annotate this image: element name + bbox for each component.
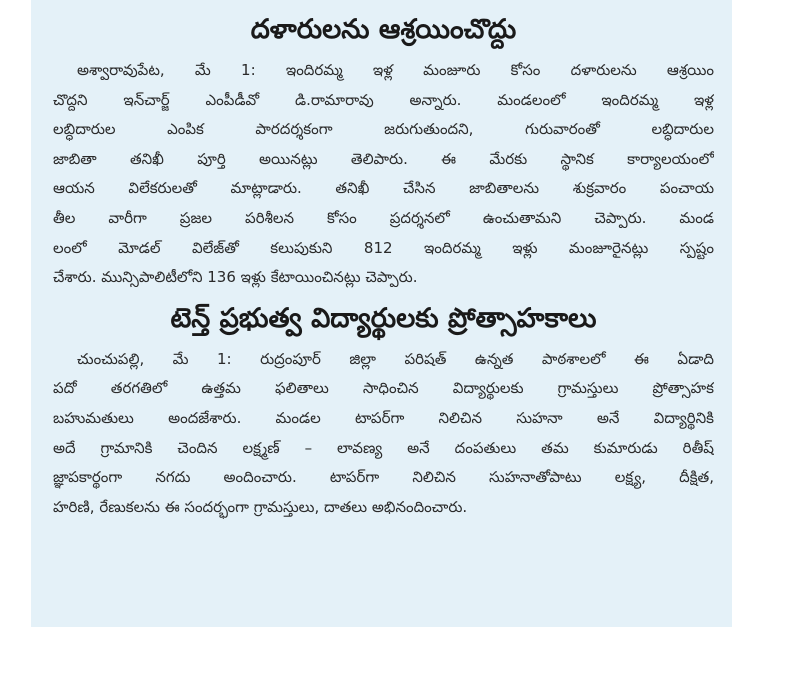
article2-line: చుంచుపల్లి, మే 1: రుద్రంపూర్ జిల్లా పరిషత్ ఉన్నత పాఠశాలలో ఈ ఏడాది — [77, 349, 714, 368]
article2-line: హరిణి, రేణుకలను ఈ సందర్భంగా గ్రామస్తులు, దాతలు అభినందించారు. — [53, 497, 468, 516]
article1-line: చేశారు. మున్సిపాలిటీలోని 136 ఇళ్లు కేటాయించినట్లు చెప్పారు. — [53, 268, 418, 287]
article1-headline: దళారులను ఆశ్రయించొద్దు — [250, 14, 517, 45]
article1-line: చొద్దని ఇన్‌చార్జ్ ఎంపీడీవో డి.రామారావు అన్నారు. మండలంలో ఇందిరమ్మ ఇళ్ల — [53, 90, 714, 109]
newspaper-clipping — [31, 0, 732, 627]
article1-line: అశ్వారావుపేట, మే 1: ఇందిరమ్మ ఇళ్ల మంజూరు కోసం దళారులను ఆశ్రయిం — [77, 61, 714, 79]
article1-body — [53, 56, 714, 293]
article2-line: పదో తరగతిలో ఉత్తమ ఫలితాలు సాధించిన విద్యార్థులకు గ్రామస్తులు ప్రోత్సాహక — [53, 379, 714, 398]
article1-line: లంలో మోడల్ విలేజ్‌తో కలుపుకుని 812 ఇందిరమ్మ ఇళ్లు మంజూరైనట్లు స్పష్టం — [53, 238, 714, 257]
article1-line: లబ్ధిదారుల ఎంపిక పారదర్శకంగా జరుగుతుందని, గురువారంతో లబ్ధిదారుల — [53, 120, 714, 139]
article1-line: ఆయన విలేకరులతో మాట్లాడారు. తనిఖీ చేసిన జాబితాలను శుక్రవారం పంచాయ — [53, 179, 714, 198]
article2-line: జ్ఞాపకార్థంగా నగదు అందించారు. టాపర్‌గా నిలిచిన సుహనాతోపాటు లక్ష్య, దీక్షిత, — [53, 468, 714, 487]
article1-line: జాబితా తనిఖీ పూర్తి అయినట్లు తెలిపారు. ఈ మేరకు స్థానిక కార్యాలయంలో — [53, 149, 714, 168]
article2-body — [53, 345, 714, 523]
article2-line: బహుమతులు అందజేశారు. మండల టాపర్‌గా నిలిచిన సుహనా అనే విద్యార్థినికి — [53, 408, 714, 427]
article1-line: తీల వారీగా ప్రజల పరిశీలన కోసం ప్రదర్శనలో ఉంచుతామని చెప్పారు. మండ — [53, 208, 714, 227]
article2-headline: టెన్త్ ప్రభుత్వ విద్యార్థులకు ప్రోత్సాహకాలు — [170, 302, 597, 334]
article2-line: అదే గ్రామానికి చెందిన లక్ష్మణ్ – లావణ్య అనే దంపతులు తమ కుమారుడు రితీష్ — [53, 438, 714, 457]
